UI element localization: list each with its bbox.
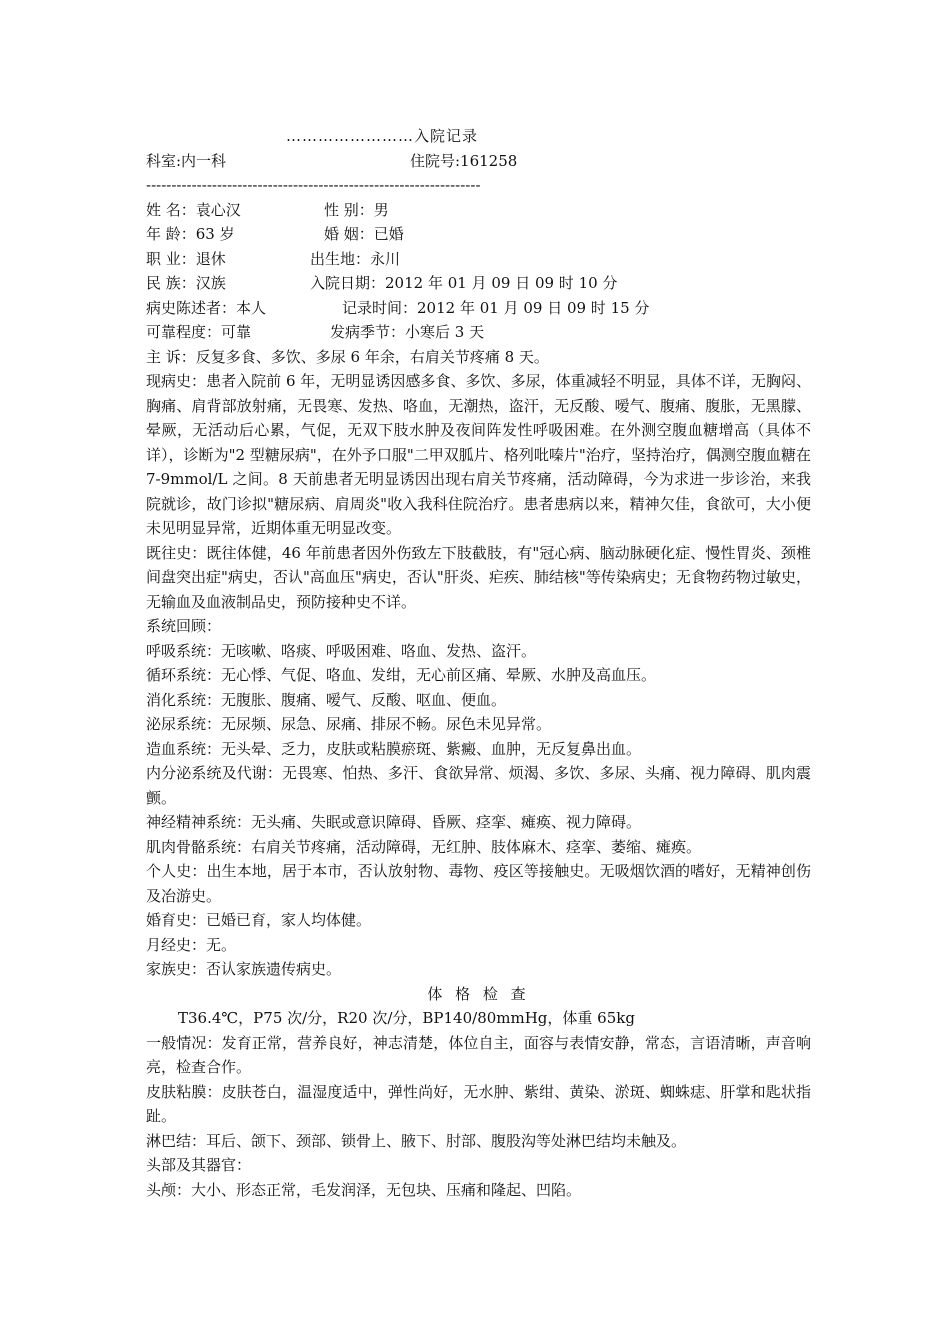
- vital-signs: T36.4℃，P75 次/分，R20 次/分，BP140/80mmHg，体重 65kg: [178, 1009, 635, 1027]
- field-right: 入院日期：2012 年 01 月 09 日 09 时 10 分: [310, 274, 618, 292]
- field-left: 民 族：汉族: [146, 274, 226, 292]
- field-right: 记录时间：2012 年 01 月 09 日 09 时 15 分: [342, 298, 650, 317]
- field-left: 病史陈述者：本人: [146, 298, 267, 317]
- field-right: 婚 姻：已婚: [324, 225, 404, 243]
- field-left: 年 龄：63 岁: [146, 225, 235, 243]
- physical-exam: [146, 1031, 811, 1203]
- history-paragraph: 内分泌系统及代谢：无畏寒、怕热、多汗、食欲异常、烦渴、多饮、多尿、头痛、视力障碍、肌肉震颤。: [146, 764, 811, 807]
- document-title: ……………………入院记录: [286, 127, 479, 145]
- exam-paragraph: 皮肤粘膜：皮肤苍白，温湿度适中，弹性尚好，无水肿、紫绀、黄染、淤斑、蜘蛛痣、肝掌和匙状指趾。: [146, 1082, 811, 1125]
- history-paragraph: 系统回顾：: [146, 617, 222, 635]
- history-paragraph: 家族史：否认家族遗传病史。: [146, 960, 342, 978]
- history-paragraph: 呼吸系统：无咳嗽、咯痰、呼吸困难、咯血、发热、盗汗。: [146, 641, 537, 660]
- admission-record: [146, 124, 811, 1202]
- field-left: 职 业：退休: [146, 249, 226, 268]
- history-paragraph: 个人史：出生本地，居于本市，否认放射物、毒物、疫区等接触史。无吸烟饮酒的嗜好，无精神创伤及冶游史。: [146, 862, 811, 905]
- history-paragraph: 现病史：患者入院前 6 年，无明显诱因感多食、多饮、多尿，体重减轻不明显，具体不详，无胸闷、胸痛、肩背部放射痛，无畏寒、发热、咯血，无潮热，盗汗，无反酸、嗳气、腹痛、腹胀，无黑朦、晕厥，无活动后心累，气促，无双下肢水肿及夜间阵发性呼吸困难。在外测空腹血糖增高（具体不详），诊断为"2 型糖尿病"，在外予口服"二甲双胍片、格列吡嗪片"治疗，坚持治疗，偶测空腹血糖在 7-9mmol/L 之间。8 天前患者无明显诱因出现右肩关节疼痛，活动障碍，今为求进一步诊治，来我院就诊，故门诊拟"糖尿病、肩周炎"收入我科住院治疗。患者患病以来，精神欠佳，食欲可，大小便未见明显异常，近期体重无明显改变。: [146, 372, 811, 537]
- field-right: 性 别：男: [324, 200, 389, 219]
- history-paragraph: 神经精神系统：无头痛、失眠或意识障碍、昏厥、痉挛、瘫痪、视力障碍。: [146, 813, 642, 831]
- field-left: 可靠程度：可靠: [146, 323, 252, 341]
- department: 科室:内一科: [146, 151, 227, 170]
- record-header: [146, 149, 811, 174]
- medical-history: [146, 345, 811, 982]
- admission-number: 住院号:161258: [410, 151, 518, 170]
- basic-info-row: [146, 247, 811, 272]
- basic-info-row: [146, 222, 811, 247]
- history-paragraph: 肌肉骨骼系统：右肩关节疼痛，活动障碍，无红肿、肢体麻木、痉挛、萎缩、瘫痪。: [146, 837, 702, 856]
- basic-info-row: [146, 271, 811, 296]
- history-paragraph: 主 诉：反复多食、多饮、多尿 6 年余，右肩关节疼痛 8 天。: [146, 347, 549, 366]
- exam-paragraph: 头颅：大小、形态正常，毛发润泽，无包块、压痛和隆起、凹陷。: [146, 1180, 582, 1199]
- exam-paragraph: 一般情况：发育正常，营养良好，神志清楚，体位自主，面容与表情安静，常态，言语清晰，声音响亮，检查合作。: [146, 1033, 811, 1076]
- history-paragraph: 造血系统：无头晕、乏力，皮肤或粘膜瘀斑、紫癜、血肿，无反复鼻出血。: [146, 739, 642, 758]
- exam-paragraph: 淋巴结：耳后、颌下、颈部、锁骨上、腋下、肘部、腹股沟等处淋巴结均未触及。: [146, 1131, 687, 1150]
- basic-info-row: [146, 198, 811, 223]
- field-left: 姓 名：袁心汉: [146, 200, 241, 219]
- exam-title: 体 格 检 查: [427, 984, 530, 1003]
- history-paragraph: 消化系统：无腹胀、腹痛、嗳气、反酸、呕血、便血。: [146, 690, 507, 709]
- basic-info: [146, 198, 811, 345]
- exam-paragraph: 头部及其器官：: [146, 1156, 252, 1174]
- divider: ------------------------------------------------------------------: [146, 176, 481, 194]
- history-paragraph: 泌尿系统：无尿频、尿急、尿痛、排尿不畅。尿色未见异常。: [146, 715, 552, 733]
- history-paragraph: 既往史：既往体健，46 年前患者因外伤致左下肢截肢，有"冠心病、脑动脉硬化症、慢性胃炎、颈椎间盘突出症"病史，否认"高血压"病史，否认"肝炎、疟疾、肺结核"等传染病史；无食物药物过敏史，无输血及血液制品史，预防接种史不详。: [146, 543, 811, 611]
- field-right: 发病季节：小寒后 3 天: [330, 323, 485, 341]
- basic-info-row: [146, 320, 811, 345]
- history-paragraph: 婚育史：已婚已育，家人均体健。: [146, 911, 372, 929]
- history-paragraph: 月经史：无。: [146, 935, 237, 954]
- basic-info-row: [146, 296, 811, 321]
- history-paragraph: 循环系统：无心悸、气促、咯血、发绀，无心前区痛、晕厥、水肿及高血压。: [146, 666, 657, 684]
- field-right: 出生地：永川: [310, 249, 401, 268]
